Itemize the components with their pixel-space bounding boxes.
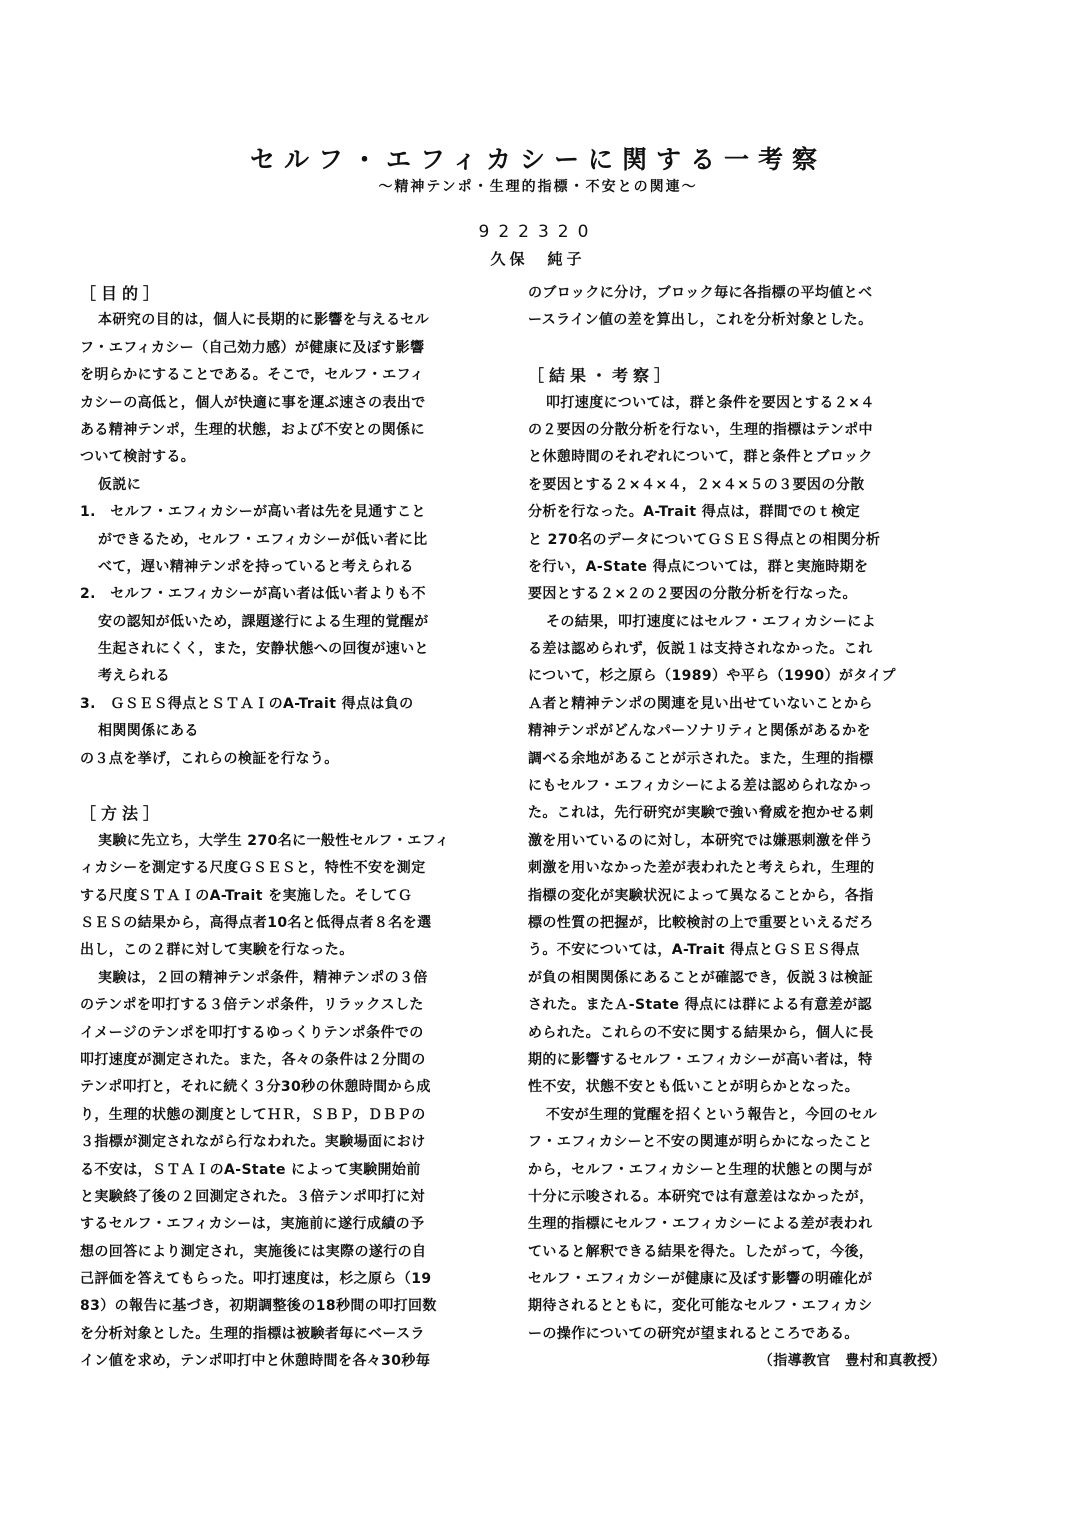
text-line: 調べる余地があることが示された。また，生理的指標: [528, 750, 874, 767]
text-line: カシーの高低と，個人が快適に事を運ぶ速さの表出で: [80, 394, 426, 411]
text-line: された。またＡ-State 得点には群による有意差が認: [528, 997, 872, 1014]
text-line: 生起されにくく，また，安静状態への回復が速いと: [98, 641, 429, 658]
text-line: の３点を挙げ，これらの検証を行なう。: [80, 750, 339, 767]
student-id: 922320: [478, 222, 598, 242]
text-line: 己評価を答えてもらった。叩打速度は，杉之原ら（19: [80, 1271, 432, 1288]
text-line: テンポ叩打と，それに続く３分30秒の休憩時間から成: [80, 1079, 431, 1096]
text-line: ースライン値の差を算出し，これを分析対象とした。: [528, 312, 873, 329]
text-line: 分析を行なった。A-Trait 得点は，群間でのｔ検定: [528, 504, 861, 521]
text-line: と休憩時間のそれぞれについて，群と条件とブロック: [528, 449, 873, 466]
text-line: る差は認められず，仮説１は支持されなかった。これ: [528, 641, 873, 658]
text-line: 相関関係にある: [98, 723, 199, 740]
text-line: イン値を求め，テンポ叩打中と休憩時間を各々30秒毎: [80, 1353, 431, 1370]
text-line: にもセルフ・エフィカシーによる差は認められなかっ: [528, 778, 873, 795]
text-line: 仮説に: [98, 476, 142, 493]
text-line: 期的に影響するセルフ・エフィカシーが高い者は，特: [528, 1051, 873, 1068]
text-line: 実験は，２回の精神テンポ条件，精神テンポの３倍: [98, 969, 428, 986]
text-line: フ・エフィカシー（自己効力感）が健康に及ぼす影響: [80, 339, 425, 356]
text-line: が負の相関関係にあることが確認でき，仮説３は検証: [528, 969, 874, 986]
text-line: 出し，この２群に対して実験を行なった。: [80, 942, 354, 959]
right-column: [528, 280, 958, 1376]
text-line: フ・エフィカシーと不安の関連が明らかになったこと: [528, 1134, 873, 1151]
text-line: 83）の報告に基づき，初期調整後の18秒間の叩打回数: [80, 1298, 437, 1315]
text-line: ができるため，セルフ・エフィカシーが低い者に比: [98, 531, 428, 548]
text-line: 実験に先立ち，大学生 270名に一般性セルフ・エフィ: [98, 832, 450, 849]
text-line: ＳＥＳの結果から，高得点者10名と低得点者８名を選: [80, 914, 432, 931]
text-line: 2. セルフ・エフィカシーが高い者は低い者よりも不: [80, 586, 426, 603]
text-line: （指導教官 豊村和真教授）: [758, 1353, 946, 1370]
text-line: セルフ・エフィカシーが健康に及ぼす影響の明確化が: [528, 1271, 873, 1288]
text-line: る不安は，ＳＴＡＩのA-State によって実験開始前: [80, 1161, 421, 1178]
text-line: ていると解釈できる結果を得た。したがって，今後，: [528, 1243, 874, 1260]
text-line: 激を用いているのに対し，本研究では嫌悪刺激を伴う: [528, 832, 874, 849]
section-heading: ［結果・考察］: [528, 366, 676, 386]
text-line: する尺度ＳＴＡＩのA-Trait を実施した。そしてＧ: [80, 887, 413, 904]
text-line: ついて検討する。: [80, 449, 196, 466]
text-line: められた。これらの不安に関する結果から，個人に長: [528, 1024, 874, 1041]
text-line: を行い，A-State 得点については，群と実施時期を: [528, 558, 869, 575]
text-line: 十分に示唆される。本研究では有意差はなかったが，: [528, 1188, 874, 1205]
text-line: と実験終了後の２回測定された。３倍テンポ叩打に対: [80, 1188, 425, 1205]
text-line: を明らかにすることである。そこで，セルフ・エフィ: [80, 367, 425, 384]
text-line: 刺激を用いなかった差が表われたと考えられ，生理的: [528, 860, 875, 877]
text-line: り，生理的状態の測度としてＨＲ，ＳＢＰ，ＤＢＰの: [80, 1106, 426, 1123]
text-line: 指標の変化が実験状況によって異なることから，各指: [528, 887, 874, 904]
text-line: を分析対象とした。生理的指標は被験者毎にベースラ: [80, 1325, 425, 1342]
text-line: 要因とする２×２の２要因の分散分析を行なった。: [528, 586, 857, 603]
text-line: 標の性質の把握が，比較検討の上で重要といえるだろ: [528, 914, 874, 931]
paper-subtitle: ～精神テンポ・生理的指標・不安との関連～: [378, 179, 698, 195]
text-line: を要因とする２×４×４，２×４×５の３要因の分散: [528, 476, 865, 493]
text-line: のテンポを叩打する３倍テンポ条件，リラックスした: [80, 997, 424, 1014]
text-line: ィカシーを測定する尺度ＧＳＥＳと，特性不安を測定: [80, 860, 426, 877]
left-column: [80, 280, 510, 1376]
text-line: 精神テンポがどんなパーソナリティと関係があるかを: [528, 723, 871, 740]
text-line: ーの操作についての研究が望まれるところである。: [528, 1325, 859, 1342]
section-heading: ［方法］: [80, 804, 165, 824]
text-line: Ａ者と精神テンポの関連を見い出せていないことから: [528, 695, 873, 712]
text-line: ３指標が測定されながら行なわれた。実験場面におけ: [80, 1134, 426, 1151]
text-line: 叩打速度については，群と条件を要因とする２×４: [546, 394, 875, 411]
text-line: 叩打速度が測定された。また，各々の条件は２分間の: [80, 1051, 426, 1068]
text-line: 不安が生理的覚醒を招くという報告と，今回のセル: [546, 1106, 878, 1123]
line-gap: [528, 335, 958, 362]
text-line: 想の回答により測定され，実施後には実際の遂行の自: [80, 1243, 427, 1260]
text-line: ある精神テンポ，生理的状態，および不安との関係に: [80, 421, 425, 438]
text-line: 安の認知が低いため，課題遂行による生理的覚醒が: [98, 613, 429, 630]
text-line: 考えられる: [98, 668, 170, 685]
text-line: 本研究の目的は，個人に長期的に影響を与えるセル: [98, 312, 430, 329]
section-heading: ［目的］: [80, 284, 165, 303]
text-line: 生理的指標にセルフ・エフィカシーによる差が表われ: [528, 1216, 873, 1233]
text-line: のブロックに分け，ブロック毎に各指標の平均値とベ: [528, 285, 873, 301]
text-line: 性不安，状態不安とも低いことが明らかとなった。: [528, 1079, 860, 1096]
text-line: 期待されるとともに，変化可能なセルフ・エフィカシ: [528, 1298, 873, 1315]
text-line: う。不安については，A-Trait 得点とＧＳＥＳ得点: [528, 942, 860, 959]
text-line: するセルフ・エフィカシーは，実施前に遂行成績の予: [80, 1216, 425, 1233]
line-gap: [80, 773, 510, 800]
author-name: 久保 純子: [490, 250, 586, 268]
paper-title: セルフ・エフィカシーに関する一考察: [249, 145, 826, 174]
text-line: べて，遅い精神テンポを持っていると考えられる: [98, 558, 414, 575]
text-line: の２要因の分散分析を行ない，生理的指標はテンポ中: [528, 421, 873, 438]
text-line: 1. セルフ・エフィカシーが高い者は先を見通すこと: [80, 504, 426, 521]
text-line: その結果，叩打速度にはセルフ・エフィカシーによ: [546, 613, 877, 630]
text-line: について，杉之原ら（1989）や平ら（1990）がタイプ: [528, 668, 896, 685]
text-line: から，セルフ・エフィカシーと生理的状態との関与が: [528, 1161, 873, 1178]
text-line: た。これは，先行研究が実験で強い脅威を抱かせる刺: [528, 805, 874, 822]
text-line: 3. ＧＳＥＳ得点とＳＴＡＩのA-Trait 得点は負の: [80, 695, 414, 712]
text-line: イメージのテンポを叩打するゆっくりテンポ条件での: [80, 1024, 424, 1041]
text-line: と 270名のデータについてＧＳＥＳ得点との相関分析: [528, 531, 881, 548]
